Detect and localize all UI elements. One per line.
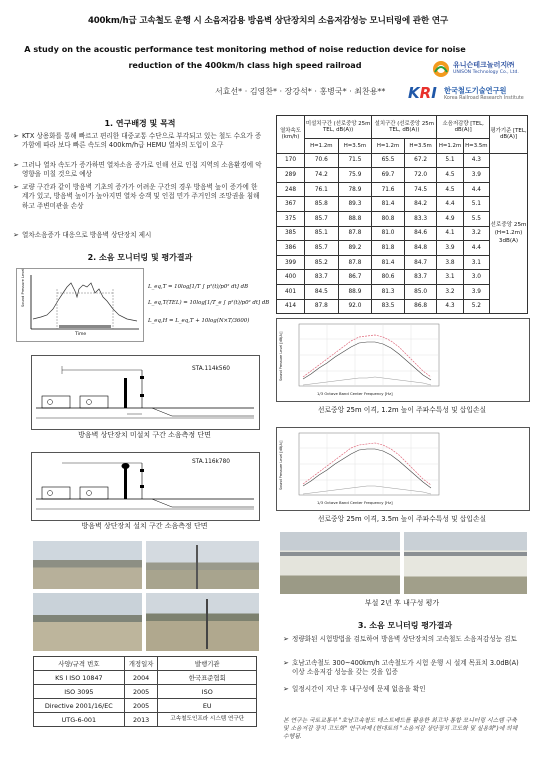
results-cell: 83.7 bbox=[404, 270, 437, 285]
results-cell: 3.1 bbox=[463, 255, 489, 270]
results-cell: 85.8 bbox=[305, 197, 339, 212]
results-cell: 71.5 bbox=[338, 153, 372, 168]
results-cell: 84.2 bbox=[404, 197, 437, 212]
std-cell: ISO bbox=[158, 685, 257, 699]
results-cell: 85.0 bbox=[404, 284, 437, 299]
unison-logo-text: 유니슨테크놀러지㈜ bbox=[453, 61, 515, 69]
res-subheader: H=3.5m bbox=[463, 139, 489, 154]
time-history-graph bbox=[16, 268, 144, 342]
results-cell: 4.1 bbox=[437, 226, 463, 241]
results-cell: 75.9 bbox=[338, 168, 372, 183]
sec3-bullet: ➢ 정량화된 시험방법을 검토하여 방음벽 상단장치의 고속철도 소음저감성능 검토 bbox=[283, 635, 517, 643]
results-cell: 74.2 bbox=[305, 168, 339, 183]
res-header-criterion: 평가기준 [TEL, dB(A)] bbox=[490, 116, 528, 154]
title-korean: 400km/h급 고속철도 운행 시 소음저감용 방음벽 상단장치의 소음저감성능 모니터링에 관한 연구 bbox=[87, 16, 449, 26]
results-cell: 71.6 bbox=[372, 182, 405, 197]
frequency-chart-2 bbox=[276, 427, 530, 511]
results-cell: 87.8 bbox=[338, 255, 372, 270]
photo-site-2 bbox=[146, 541, 259, 589]
results-cell: 5.2 bbox=[463, 299, 489, 314]
results-cell: 5.1 bbox=[437, 153, 463, 168]
std-cell: UTG-6-001 bbox=[34, 713, 125, 727]
res-header-installed: 설치구간 (선로중앙 25m TEL, dB(A)) bbox=[372, 116, 437, 139]
results-cell: 4.4 bbox=[463, 182, 489, 197]
std-cell: EU bbox=[158, 699, 257, 713]
std-cell: 고속철도인프라 시스템 연구단 bbox=[158, 713, 257, 727]
caption-section-1: 방음벽 상단장치 미설치 구간 소음측정 단면 bbox=[78, 431, 211, 439]
chart2-y-label: Sound Pressure Level [dB(A)] bbox=[279, 440, 283, 490]
results-cell: 67.2 bbox=[404, 153, 437, 168]
photo-site-4 bbox=[146, 593, 259, 651]
results-cell: 86.8 bbox=[404, 299, 437, 314]
results-cell: 3.9 bbox=[437, 241, 463, 256]
sec3-bullet: ➢ 일정시간이 지난 후 내구성에 문제 없음을 확인 bbox=[283, 685, 426, 693]
frequency-chart-1 bbox=[276, 318, 530, 402]
results-cell: 83.5 bbox=[372, 299, 405, 314]
unison-logo bbox=[432, 58, 528, 80]
krri-logo-text: 한국철도기술연구원 bbox=[444, 86, 507, 95]
photo-site-1 bbox=[33, 541, 142, 589]
results-cell: 92.0 bbox=[338, 299, 372, 314]
frequency-plot-2 bbox=[277, 428, 529, 510]
krri-logo bbox=[408, 82, 528, 108]
results-cell: 88.9 bbox=[338, 284, 372, 299]
section-1-title: 1. 연구배경 및 목적 bbox=[104, 119, 176, 128]
std-cell: Directive 2001/16/EC bbox=[34, 699, 125, 713]
results-cell: 65.5 bbox=[372, 153, 405, 168]
results-cell: 88.8 bbox=[338, 211, 372, 226]
sec3-bullet: ➢ 호남고속철도 300~400km/h 고속철도가 시험 운행 시 설계 목표치 3.0dB(A) 이상 소음저감 성능을 갖는 것을 입증 bbox=[283, 659, 519, 677]
frequency-plot-1 bbox=[277, 319, 529, 401]
results-cell: 89.3 bbox=[338, 197, 372, 212]
chart1-y-label: Sound Pressure Level [dB(A)] bbox=[279, 331, 283, 381]
std-cell: 2005 bbox=[124, 685, 158, 699]
results-cell: 170 bbox=[277, 153, 305, 168]
results-cell: 414 bbox=[277, 299, 305, 314]
results-cell: 87.8 bbox=[338, 226, 372, 241]
sec1-bullet: ➢ KTX 상용화를 통해 빠르고 편리한 대중교통 수단으로 부각되고 있는 철도 수요가 증가함에 따라 보다 빠른 속도의 400km/h급 HEMU 열차의 도입이 요구 bbox=[13, 132, 262, 150]
results-cell: 83.7 bbox=[305, 270, 339, 285]
results-cell: 81.3 bbox=[372, 284, 405, 299]
results-cell: 5.5 bbox=[463, 211, 489, 226]
photo-site-3 bbox=[33, 593, 142, 651]
results-cell: 84.8 bbox=[404, 241, 437, 256]
results-cell: 84.7 bbox=[404, 255, 437, 270]
caption-section-2: 방음벽 상단장치 설치 구간 소음측정 단면 bbox=[81, 522, 208, 530]
results-cell: 3.0 bbox=[463, 270, 489, 285]
results-cell: 85.2 bbox=[305, 255, 339, 270]
results-cell: 74.5 bbox=[404, 182, 437, 197]
chart1-x-label: 1/3 Octave Band Center Frequency [Hz] bbox=[317, 391, 393, 396]
equation-2: L_eq,T(TEL) = 10log[1/T_e ∫ p²(t)/p0² dt] dB bbox=[148, 300, 270, 306]
results-cell: 81.8 bbox=[372, 241, 405, 256]
results-cell: 289 bbox=[277, 168, 305, 183]
results-cell: 5.1 bbox=[463, 197, 489, 212]
res-header-uninstalled: 미설치구간 (선로중앙 25m TEL, dB(A)) bbox=[305, 116, 372, 139]
results-cell: 83.3 bbox=[404, 211, 437, 226]
results-cell: 375 bbox=[277, 211, 305, 226]
results-row bbox=[277, 153, 528, 168]
std-header: 사양/규격 번호 bbox=[34, 657, 125, 671]
results-cell: 3.9 bbox=[463, 168, 489, 183]
std-header: 발행기관 bbox=[158, 657, 257, 671]
results-cell: 76.1 bbox=[305, 182, 339, 197]
equation-1: L_eq,T = 10log[1/T ∫ p²(t)/p0² dt] dB bbox=[148, 284, 249, 290]
results-cell: 87.8 bbox=[305, 299, 339, 314]
section-diagram-2 bbox=[31, 452, 260, 521]
results-cell: 86.7 bbox=[338, 270, 372, 285]
results-cell: 85.7 bbox=[305, 241, 339, 256]
title-english-line1: A study on the acoustic performance test monitoring method of noise reduction device for noise bbox=[24, 44, 466, 54]
chart2-x-label: 1/3 Octave Band Center Frequency [Hz] bbox=[317, 500, 393, 505]
results-cell: 72.0 bbox=[404, 168, 437, 183]
section-diagram-1 bbox=[31, 355, 260, 430]
photo-barrier-1 bbox=[280, 532, 400, 594]
sec1-bullet: ➢ 열차소음증가 대응으로 방음벽 상단장치 제시 bbox=[13, 231, 152, 239]
results-cell: 4.3 bbox=[437, 299, 463, 314]
krri-logo-subtext: Korea Railroad Research Institute bbox=[444, 96, 524, 101]
sta-label-1: STA.114k560 bbox=[192, 366, 230, 372]
std-cell: 2013 bbox=[124, 713, 158, 727]
results-cell: 385 bbox=[277, 226, 305, 241]
results-cell: 367 bbox=[277, 197, 305, 212]
results-cell: 69.7 bbox=[372, 168, 405, 183]
results-cell: 70.6 bbox=[305, 153, 339, 168]
results-cell: 89.2 bbox=[338, 241, 372, 256]
results-cell: 4.9 bbox=[437, 211, 463, 226]
results-cell: 3.9 bbox=[463, 284, 489, 299]
section-3-title: 3. 소음 모니터링 평가결과 bbox=[357, 621, 453, 630]
results-cell: 84.5 bbox=[305, 284, 339, 299]
std-cell: KS I ISO 10847 bbox=[34, 671, 125, 685]
results-cell: 85.1 bbox=[305, 226, 339, 241]
caption-photo: 부설 2년 후 내구성 평가 bbox=[364, 599, 440, 607]
res-subheader: H=1.2m bbox=[437, 139, 463, 154]
results-cell: 4.3 bbox=[463, 153, 489, 168]
results-cell: 80.6 bbox=[372, 270, 405, 285]
title-english-line2: reduction of the 400km/h class high speed railroad bbox=[128, 60, 362, 70]
results-cell: 81.0 bbox=[372, 226, 405, 241]
graph-x-label: Time bbox=[75, 332, 87, 337]
results-cell: 4.4 bbox=[437, 197, 463, 212]
krri-logo-mark: KRI bbox=[408, 84, 437, 102]
results-criterion: 선로중앙 25m (H=1.2m) 3dB(A) bbox=[490, 153, 528, 314]
standards-table bbox=[33, 656, 257, 727]
time-history-plot bbox=[17, 269, 143, 341]
results-table-body bbox=[277, 153, 528, 314]
std-cell: 2004 bbox=[124, 671, 158, 685]
results-cell: 4.5 bbox=[437, 182, 463, 197]
sec1-bullet: ➢ 교량 구간과 같이 방음벽 기초의 증가가 어려운 구간의 경우 방음벽 높이 증가에 한계가 있고, 방음벽 높이가 높아지면 열차 승객 및 인접 민가 주거인의 조망권을 침해하고 주변미관을 손상 bbox=[13, 183, 260, 210]
unison-logo-icon bbox=[432, 60, 450, 78]
graph-y-label: Sound Pressure Level bbox=[21, 268, 25, 307]
acknowledgement: 본 연구는 국토교통부 "호남고속철도 테스트베드를 활용한 최고차 통합 모니터링 시스템 구축 및 소음저감 장치 고도화" 연구과제 (현대토의 "소음저감 상단장치 고도화 및 실용화")에 의해 수행됨. bbox=[283, 718, 518, 740]
sta-label-2: STA.116k780 bbox=[192, 459, 230, 465]
res-subheader: H=1.2m bbox=[305, 139, 339, 154]
results-cell: 386 bbox=[277, 241, 305, 256]
results-cell: 84.6 bbox=[404, 226, 437, 241]
results-cell: 81.4 bbox=[372, 197, 405, 212]
res-subheader: H=3.5m bbox=[338, 139, 372, 154]
results-cell: 4.5 bbox=[437, 168, 463, 183]
photo-barrier-2 bbox=[404, 532, 527, 594]
results-cell: 81.4 bbox=[372, 255, 405, 270]
std-cell: ISO 3095 bbox=[34, 685, 125, 699]
std-header: 개정일자 bbox=[124, 657, 158, 671]
results-cell: 399 bbox=[277, 255, 305, 270]
results-cell: 78.9 bbox=[338, 182, 372, 197]
res-header-reduction: 소음저감량 [TEL, dB(A)] bbox=[437, 116, 490, 139]
res-header-speed: 열차속도 (km/h) bbox=[277, 116, 305, 154]
results-table bbox=[276, 115, 528, 314]
unison-logo-subtext: UNISON Technology Co., Ltd. bbox=[453, 70, 519, 75]
results-cell: 3.2 bbox=[463, 226, 489, 241]
std-cell: 2005 bbox=[124, 699, 158, 713]
results-cell: 85.7 bbox=[305, 211, 339, 226]
results-cell: 3.2 bbox=[437, 284, 463, 299]
std-cell: 한국표준협회 bbox=[158, 671, 257, 685]
sec1-bullet: ➢ 그러나 열차 속도가 증가하면 열차소음 증가로 인해 선로 인접 지역의 소음환경에 악영향을 미칠 것으로 예상 bbox=[13, 161, 262, 179]
caption-chart-2: 선로중앙 25m 이격, 3.5m 높이 주파수특성 및 삽입손실 bbox=[317, 515, 487, 523]
res-subheader: H=1.2m bbox=[372, 139, 405, 154]
results-cell: 400 bbox=[277, 270, 305, 285]
results-cell: 401 bbox=[277, 284, 305, 299]
equation-3: L_eq,H = L_eq,T + 10log(N×T/3600) bbox=[148, 318, 250, 324]
results-cell: 3.8 bbox=[437, 255, 463, 270]
results-cell: 4.4 bbox=[463, 241, 489, 256]
section-2-title: 2. 소음 모니터링 및 평가결과 bbox=[87, 253, 193, 262]
authors: 서효선* · 김영찬* · 장강석* · 홍병국* · 최찬용** bbox=[215, 87, 386, 96]
res-subheader: H=3.5m bbox=[404, 139, 437, 154]
results-cell: 3.1 bbox=[437, 270, 463, 285]
results-cell: 248 bbox=[277, 182, 305, 197]
results-cell: 80.8 bbox=[372, 211, 405, 226]
caption-chart-1: 선로중앙 25m 이격, 1.2m 높이 주파수특성 및 삽입손실 bbox=[317, 406, 487, 414]
